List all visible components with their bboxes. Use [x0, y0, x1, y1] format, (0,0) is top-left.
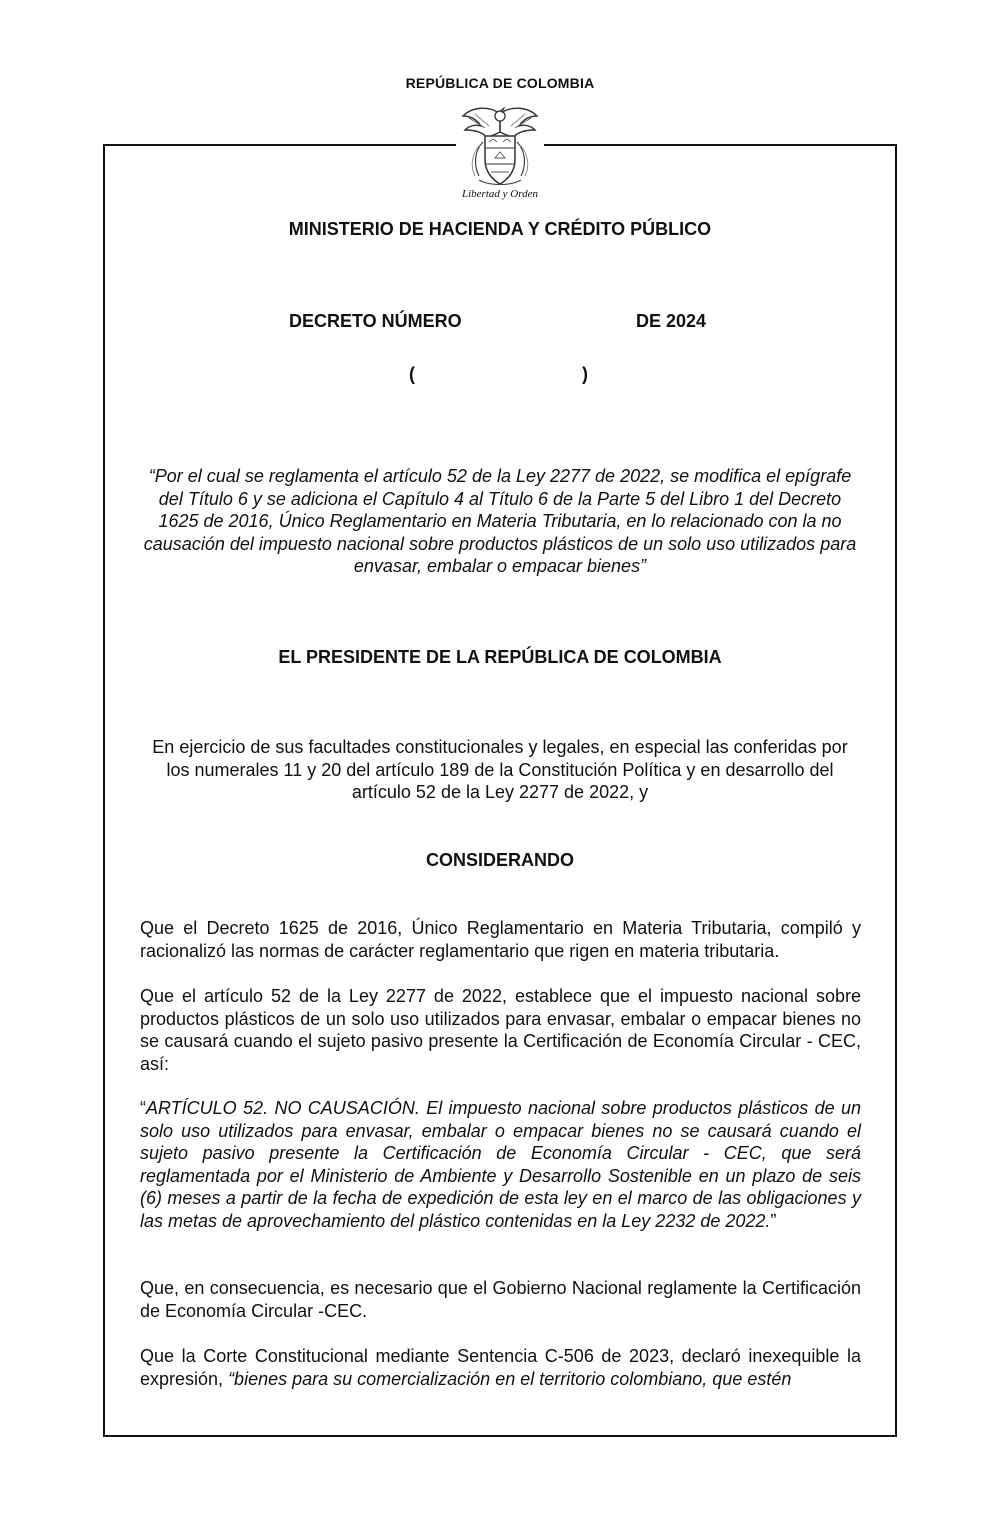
considering-paragraph-1: Que el Decreto 1625 de 2016, Único Reglamentario en Materia Tributaria, compiló y racionalizó las normas de carácter reglamentario que rigen en materia tributaria. [140, 918, 861, 961]
considering-paragraph-2: Que el artículo 52 de la Ley 2277 de 2022, establece que el impuesto nacional sobre productos plásticos de un solo uso utilizados para envasar, embalar o empacar bienes no se causará cuando el sujeto pasivo presente la Certificación de Economía Circular - CEC, así: [140, 986, 861, 1074]
preamble: En ejercicio de sus facultades constitucionales y legales, en especial las conferidas por los numerales 11 y 20 del artículo 189 de la Constitución Política y en desarrollo del artículo 52 de la Ley 2277 de 2022, y [152, 737, 848, 802]
decree-number-label: DECRETO NÚMERO [289, 311, 462, 331]
decree-year: DE 2024 [636, 311, 707, 331]
motto: Libertad y Orden [462, 188, 538, 200]
decree-date-paren-open: ( [409, 364, 415, 384]
president-heading: EL PRESIDENTE DE LA REPÚBLICA DE COLOMBIA [278, 647, 722, 667]
considering-paragraph-5 [140, 1345, 861, 1390]
article-quote [140, 1097, 861, 1232]
decree-title: “Por el cual se reglamenta el artículo 52 de la Ley 2277 de 2022, se modifica el epígrafe del Título 6 y se adiciona el Capítulo 4 al Título 6 de la Parte 5 del Libro 1 del Decreto 1625 de 2016, Único Reglamentario en Materia Tributaria, en lo relacionado con la no causación del impuesto nacional sobre productos plásticos de un solo uso utilizados para envasar, embalar o empacar bienes” [143, 466, 857, 576]
article-52-text: ARTÍCULO 52. NO CAUSACIÓN. El impuesto nacional sobre productos plásticos de un solo uso utilizados para envasar, embalar o empacar bienes no se causará cuando el sujeto pasivo presente la Certificación de Economía Circular - CEC, que será reglamentada por el Ministerio de Ambiente y Desarrollo Sostenible en un plazo de seis (6) meses a partir de la fecha de expedición de esta ley en el marco de las obligaciones y las metas de aprovechamiento del plástico contenidas en la Ley 2232 de 2022. [140, 1098, 861, 1231]
republic-heading: REPÚBLICA DE COLOMBIA [405, 75, 595, 91]
quote-close-mark: ” [770, 1210, 777, 1231]
quote-open-mark: “ [140, 1098, 146, 1118]
paragraph-5-quote: “bienes para su comercialización en el territorio colombiano, que estén [228, 1368, 792, 1389]
considering-heading: CONSIDERANDO [425, 850, 574, 870]
decree-date-paren-close: ) [582, 364, 588, 384]
ministry-title: MINISTERIO DE HACIENDA Y CRÉDITO PÚBLICO [288, 219, 712, 239]
paragraph-5-text: Que la Corte Constitucional mediante Sentencia C-506 de 2023, declaró inexequible la expresión, [140, 1346, 861, 1389]
considering-paragraph-4: Que, en consecuencia, es necesario que el Gobierno Nacional reglamente la Certificación de Economía Circular -CEC. [140, 1278, 861, 1321]
coat-of-arms-icon [455, 102, 545, 202]
